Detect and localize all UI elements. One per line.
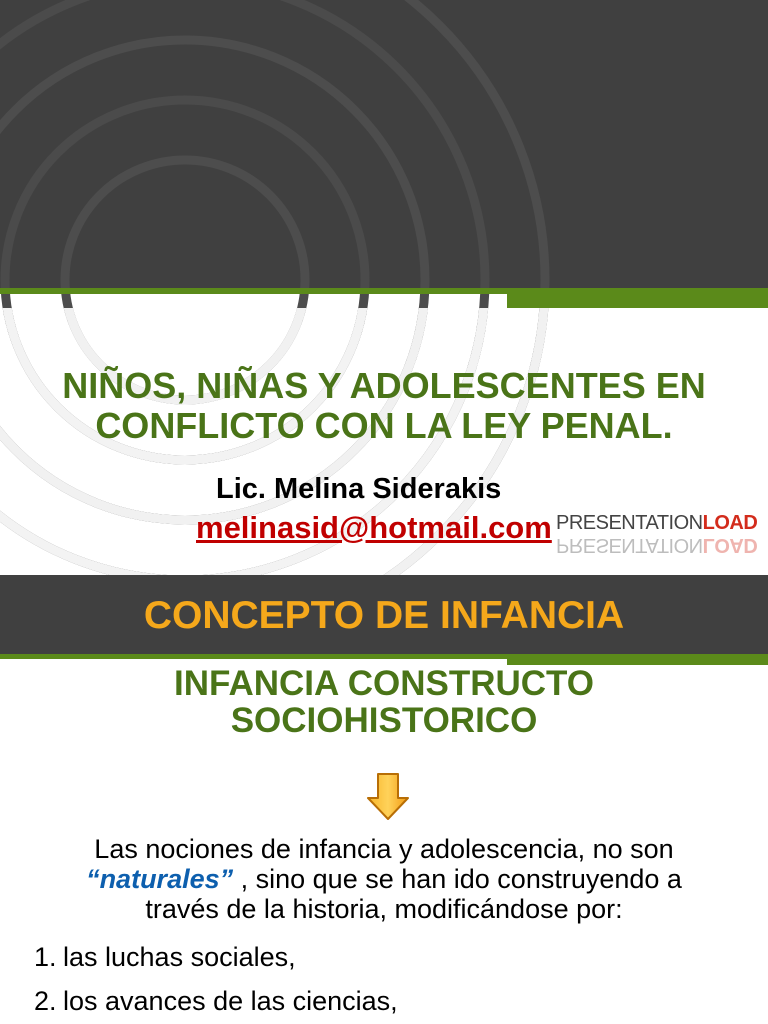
- paragraph-line-3: través de la historia, modificándose por:: [145, 894, 623, 924]
- arrow-down-icon: [366, 773, 410, 821]
- slide-title-line-1: NIÑOS, NIÑAS Y ADOLESCENTES EN: [62, 365, 706, 406]
- logo-text: PRESENTATIONLOAD: [556, 512, 758, 534]
- slide-subtitle: [90, 665, 678, 739]
- list-item-number: 2.: [34, 986, 57, 1016]
- logo-reflection: PRESENTATIONLOAD: [556, 534, 758, 556]
- slide-title: [20, 366, 748, 446]
- slide-2: [0, 575, 768, 1024]
- list-item: [34, 935, 398, 979]
- subtitle-line-1: INFANCIA CONSTRUCTO: [174, 664, 594, 703]
- slide-header: CONCEPTO DE INFANCIA: [143, 594, 625, 637]
- list-item-text: las luchas sociales,: [63, 942, 296, 972]
- numbered-list: [34, 935, 398, 1023]
- body-paragraph: [30, 834, 738, 924]
- subtitle-line-2: SOCIOHISTORICO: [230, 701, 538, 740]
- presentationload-logo: [556, 512, 758, 556]
- list-item-number: 1.: [34, 942, 57, 972]
- emphasis-naturales: “naturales”: [86, 864, 234, 894]
- paragraph-line-1: Las nociones de infancia y adolescencia, no son: [94, 834, 674, 864]
- list-item: [34, 979, 398, 1023]
- paragraph-line-2: , sino que se han ido construyendo a: [233, 864, 682, 894]
- slide-title-line-2: CONFLICTO CON LA LEY PENAL.: [95, 405, 673, 446]
- list-item-text: los avances de las ciencias,: [63, 986, 398, 1016]
- email-link[interactable]: melinasid@hotmail.com: [196, 510, 552, 545]
- green-accent-block: [507, 294, 768, 308]
- author-name: Lic. Melina Siderakis: [216, 473, 502, 505]
